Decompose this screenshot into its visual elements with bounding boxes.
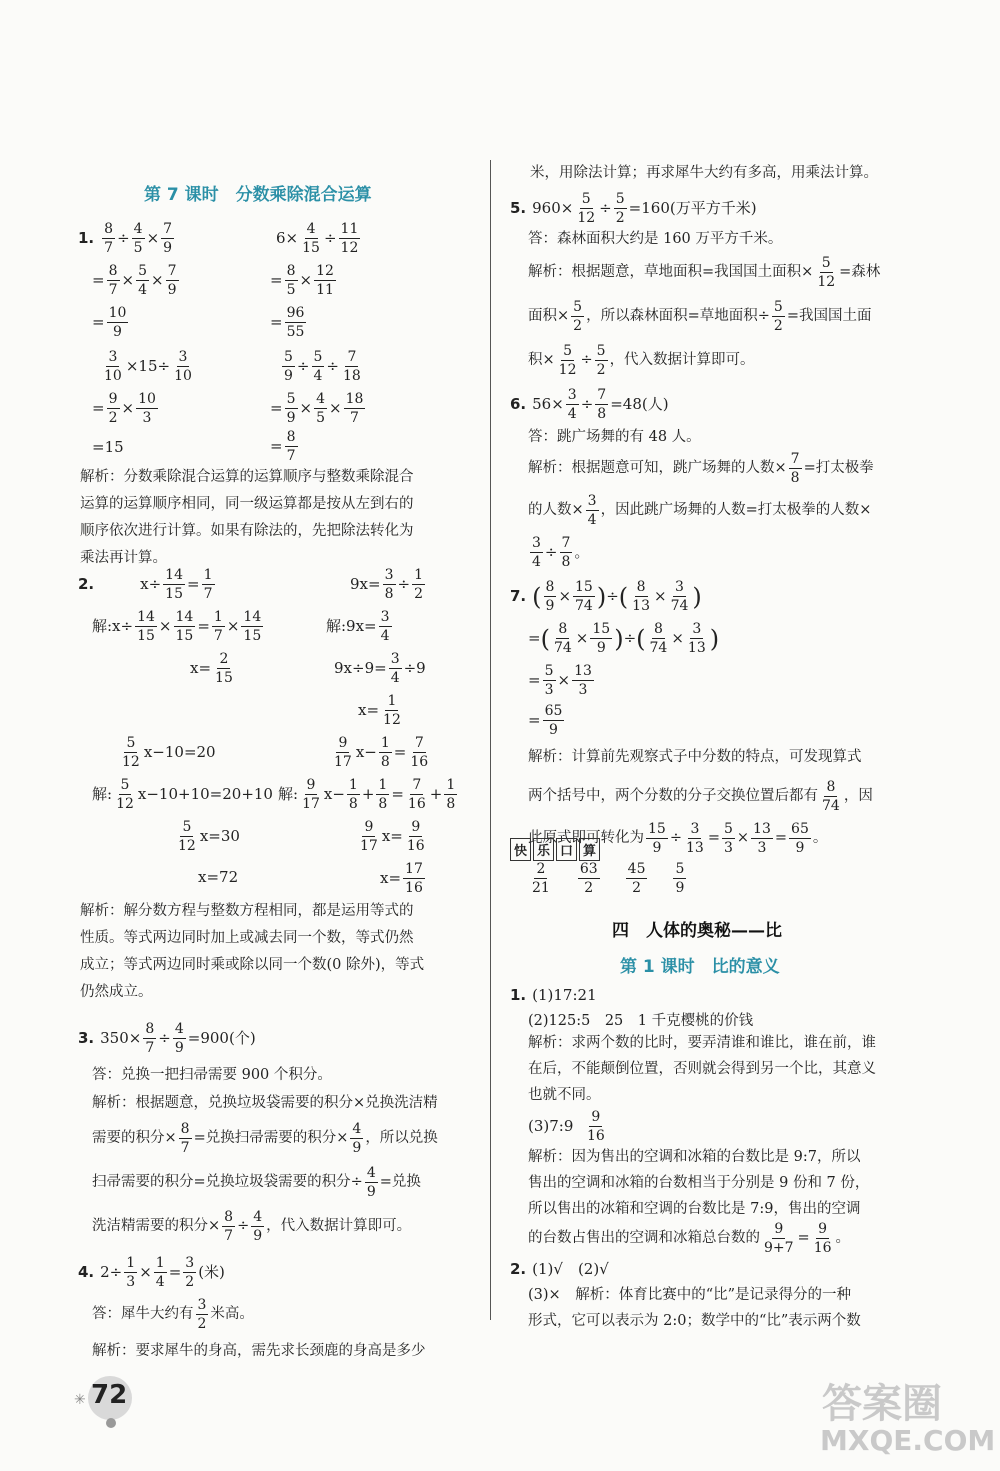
watermark-logo: 答案圈 bbox=[822, 1381, 942, 1427]
q2-eq-d2: 解: $\frac{9}{17}$ x− $\frac{1}{8}$ + $\frac{1}{8}$ = $\frac{7}{16}$ + $\frac{1}{8}$ bbox=[278, 777, 456, 812]
q3-answer: 答：兑换一把扫帚需要 900 个积分。 bbox=[92, 1067, 332, 1083]
q1-expr-d2: = $\frac{5}{9}$ × $\frac{4}{5}$ × $\frac{18}{7}$ bbox=[270, 391, 364, 426]
q7-analysis-1: 解析：计算前先观察式子中分数的特点，可发现算式 bbox=[528, 749, 862, 765]
q3-analysis-4: 洗洁精需要的积分× $\frac{8}{7}$ ÷ $\frac{4}{9}$ ，代入数据计算即可。 bbox=[92, 1209, 412, 1244]
q3-analysis-3: 扫帚需要的积分=兑换垃圾袋需要的积分÷ $\frac{4}{9}$ =兑换 bbox=[92, 1165, 421, 1200]
q5-answer: 答：森林面积大约是 160 万平方千米。 bbox=[528, 231, 783, 247]
q2-eq-c1: $\frac{5}{12}$ x−10=20 bbox=[122, 735, 216, 770]
lesson-title-right: 第 1 课时 比的意义 bbox=[620, 957, 780, 977]
q2-eq-a3: x= $\frac{2}{15}$ bbox=[190, 651, 233, 686]
s2-line3: 形式，它可以表示为 2:0；数学中的“比”表示两个数 bbox=[528, 1313, 861, 1329]
s1-line3: (3)7:9 $\frac{9}{16}$ bbox=[528, 1109, 605, 1144]
q2-eq-d1: $\frac{9}{17}$ x− $\frac{1}{8}$ = $\frac{7}{16}$ bbox=[334, 735, 429, 770]
q3-expr: 3. 350× $\frac{8}{7}$ ÷ $\frac{4}{9}$ =900(个) bbox=[78, 1021, 256, 1056]
s2-line2: (3)× 解析：体育比赛中的“比”是记录得分的一种 bbox=[528, 1287, 852, 1303]
q2-eq-b3: 9x÷9= $\frac{3}{4}$ ÷9 bbox=[334, 651, 426, 686]
q2-number: 2. bbox=[78, 575, 95, 593]
unit-title: 四 人体的奥秘——比 bbox=[612, 921, 782, 941]
q1-expr-d3: = $\frac{8}{7}$ bbox=[270, 429, 296, 464]
kuaile-kousuan-label: 快 乐 口 算 bbox=[510, 838, 602, 861]
q7-expr-3: = $\frac{5}{3}$ × $\frac{13}{3}$ bbox=[528, 663, 592, 698]
q2-eq-d4: x= $\frac{17}{16}$ bbox=[380, 861, 423, 896]
q4-answer: 答：犀牛大约有 $\frac{3}{2}$ 米高。 bbox=[92, 1297, 254, 1332]
q6-expr: 6. 56× $\frac{3}{4}$ ÷ $\frac{7}{8}$ =48(人) bbox=[510, 387, 669, 422]
q7-analysis-2: 两个括号中，两个分数的分子交换位置后都有 $\frac{8}{74}$ ，因 bbox=[528, 779, 873, 814]
q2-eq-c3: $\frac{5}{12}$ x=30 bbox=[178, 819, 240, 854]
q2-eq-c4: x=72 bbox=[198, 868, 239, 886]
s2-number: 2. bbox=[510, 1260, 527, 1278]
q4-analysis: 解析：要求犀牛的身高，需先求长颈鹿的身高是多少 bbox=[92, 1343, 426, 1359]
q7-analysis-3: 此原式即可转化为 $\frac{15}{9}$ ÷ $\frac{3}{13}$ = $\frac{5}{3}$ × $\frac{13}{3}$ = $\frac{65}{9}$ 。 bbox=[528, 821, 828, 856]
q5-analysis-3: 积× $\frac{5}{12}$ ÷ $\frac{5}{2}$ ，代入数据计算即可。 bbox=[528, 343, 755, 378]
s1-line1: 1. (1)17:21 bbox=[510, 986, 597, 1004]
q1-expr-c1: $\frac{3}{10}$ ×15÷ $\frac{3}{10}$ bbox=[104, 349, 192, 384]
column-divider bbox=[490, 160, 491, 1320]
q2-eq-b4: x= $\frac{1}{12}$ bbox=[358, 693, 401, 728]
q2-eq-d3: $\frac{9}{17}$ x= $\frac{9}{16}$ bbox=[360, 819, 425, 854]
q2-eq-a: 2. x÷ $\frac{14}{15}$ = $\frac{1}{7}$ bbox=[78, 567, 213, 602]
kuaile-answers: $\frac{2}{21}$ $\frac{63}{2}$ $\frac{45}{2}$ $\frac{5}{9}$ bbox=[532, 861, 685, 896]
q3-analysis-2: 需要的积分× $\frac{8}{7}$ =兑换扫帚需要的积分× $\frac{4}{9}$ ，所以兑换 bbox=[92, 1121, 438, 1156]
star-icon: ✳ bbox=[74, 1392, 86, 1408]
q6-number: 6. bbox=[510, 395, 527, 413]
q2-eq-b: 9x= $\frac{3}{8}$ ÷ $\frac{1}{2}$ bbox=[350, 567, 423, 602]
q4-number: 4. bbox=[78, 1263, 95, 1281]
q5-analysis-1: 解析：根据题意，草地面积=我国国土面积× $\frac{5}{12}$ =森林 bbox=[528, 255, 881, 290]
q3-number: 3. bbox=[78, 1029, 95, 1047]
q6-answer: 答：跳广场舞的有 48 人。 bbox=[528, 429, 701, 445]
q7-expr-1: 7. ( $\frac{8}{9}$ × $\frac{15}{74}$ ) ÷ ( $\frac{8}{13}$ × $\frac{3}{74}$ ) bbox=[510, 579, 702, 614]
q1-expr-a2: = $\frac{8}{7}$ × $\frac{5}{4}$ × $\frac{7}{9}$ bbox=[92, 263, 177, 298]
q4-expr: 4. 2÷ $\frac{1}{3}$ × $\frac{1}{4}$ = $\frac{3}{2}$ (米) bbox=[78, 1255, 225, 1290]
q1-expr-a1: 1. $\frac{8}{7}$ ÷ $\frac{4}{5}$ × $\frac{7}{9}$ bbox=[78, 221, 173, 256]
watermark-text: MXQE.COM bbox=[820, 1424, 996, 1457]
q6-analysis-1: 解析：根据题意可知，跳广场舞的人数× $\frac{7}{8}$ =打太极拳 bbox=[528, 451, 874, 486]
q7-expr-4: = $\frac{65}{9}$ bbox=[528, 703, 563, 738]
q1-expr-d1: $\frac{5}{9}$ ÷ $\frac{5}{4}$ ÷ $\frac{7}{18}$ bbox=[284, 349, 361, 384]
q1-expr-a3: = $\frac{10}{9}$ bbox=[92, 305, 127, 340]
q1-number: 1. bbox=[78, 229, 95, 247]
s1-3-analysis-last: 的台数占售出的空调和冰箱总台数的 $\frac{9}{9+7}$ = $\frac{9}{16}$ 。 bbox=[528, 1221, 851, 1256]
page-number: 72 bbox=[91, 1380, 128, 1410]
q2-eq-a2: 解:x÷ $\frac{14}{15}$ × $\frac{14}{15}$ = $\frac{1}{7}$ × $\frac{14}{15}$ bbox=[92, 609, 262, 644]
q1-expr-b1: 6× $\frac{4}{15}$ ÷ $\frac{11}{12}$ bbox=[276, 221, 359, 256]
q7-expr-2: = ( $\frac{8}{74}$ × $\frac{15}{9}$ ) ÷ ( $\frac{8}{74}$ × $\frac{3}{13}$ ) bbox=[528, 621, 720, 656]
q1-expr-b3: = $\frac{96}{55}$ bbox=[270, 305, 305, 340]
q7-number: 7. bbox=[510, 587, 527, 605]
q5-number: 5. bbox=[510, 199, 527, 217]
q2-eq-c2: 解: $\frac{5}{12}$ x−10+10=20+10 bbox=[92, 777, 273, 812]
s1-line2: (2)125:5 25 1 千克樱桃的价钱 bbox=[528, 1013, 754, 1029]
q2-eq-b2: 解:9x= $\frac{3}{4}$ bbox=[326, 609, 390, 644]
q1-expr-c3: =15 bbox=[92, 438, 124, 456]
q6-analysis-2: 的人数× $\frac{3}{4}$ ，因此跳广场舞的人数=打太极拳的人数× bbox=[528, 493, 872, 528]
q5-analysis-2: 面积× $\frac{5}{2}$ ，所以森林面积=草地面积÷ $\frac{5}{2}$ =我国国土面 bbox=[528, 299, 872, 334]
q3-analysis-1: 解析：根据题意，兑换垃圾袋需要的积分×兑换洗洁精 bbox=[92, 1095, 438, 1111]
lesson-title: 第 7 课时 分数乘除混合运算 bbox=[144, 185, 372, 205]
q5-expr: 5. 960× $\frac{5}{12}$ ÷ $\frac{5}{2}$ =160(万平方千米) bbox=[510, 191, 757, 226]
right-top-line: 米，用除法计算；再求犀牛大约有多高，用乘法计算。 bbox=[530, 165, 878, 181]
q1-expr-b2: = $\frac{8}{5}$ × $\frac{12}{11}$ bbox=[270, 263, 334, 298]
page-dot bbox=[106, 1418, 116, 1428]
s1-number: 1. bbox=[510, 986, 527, 1004]
q6-analysis-3: $\frac{3}{4}$ ÷ $\frac{7}{8}$ 。 bbox=[532, 535, 590, 570]
s2-line1: 2. (1)√ (2)√ bbox=[510, 1260, 609, 1278]
q1-expr-c2: = $\frac{9}{2}$ × $\frac{10}{3}$ bbox=[92, 391, 156, 426]
